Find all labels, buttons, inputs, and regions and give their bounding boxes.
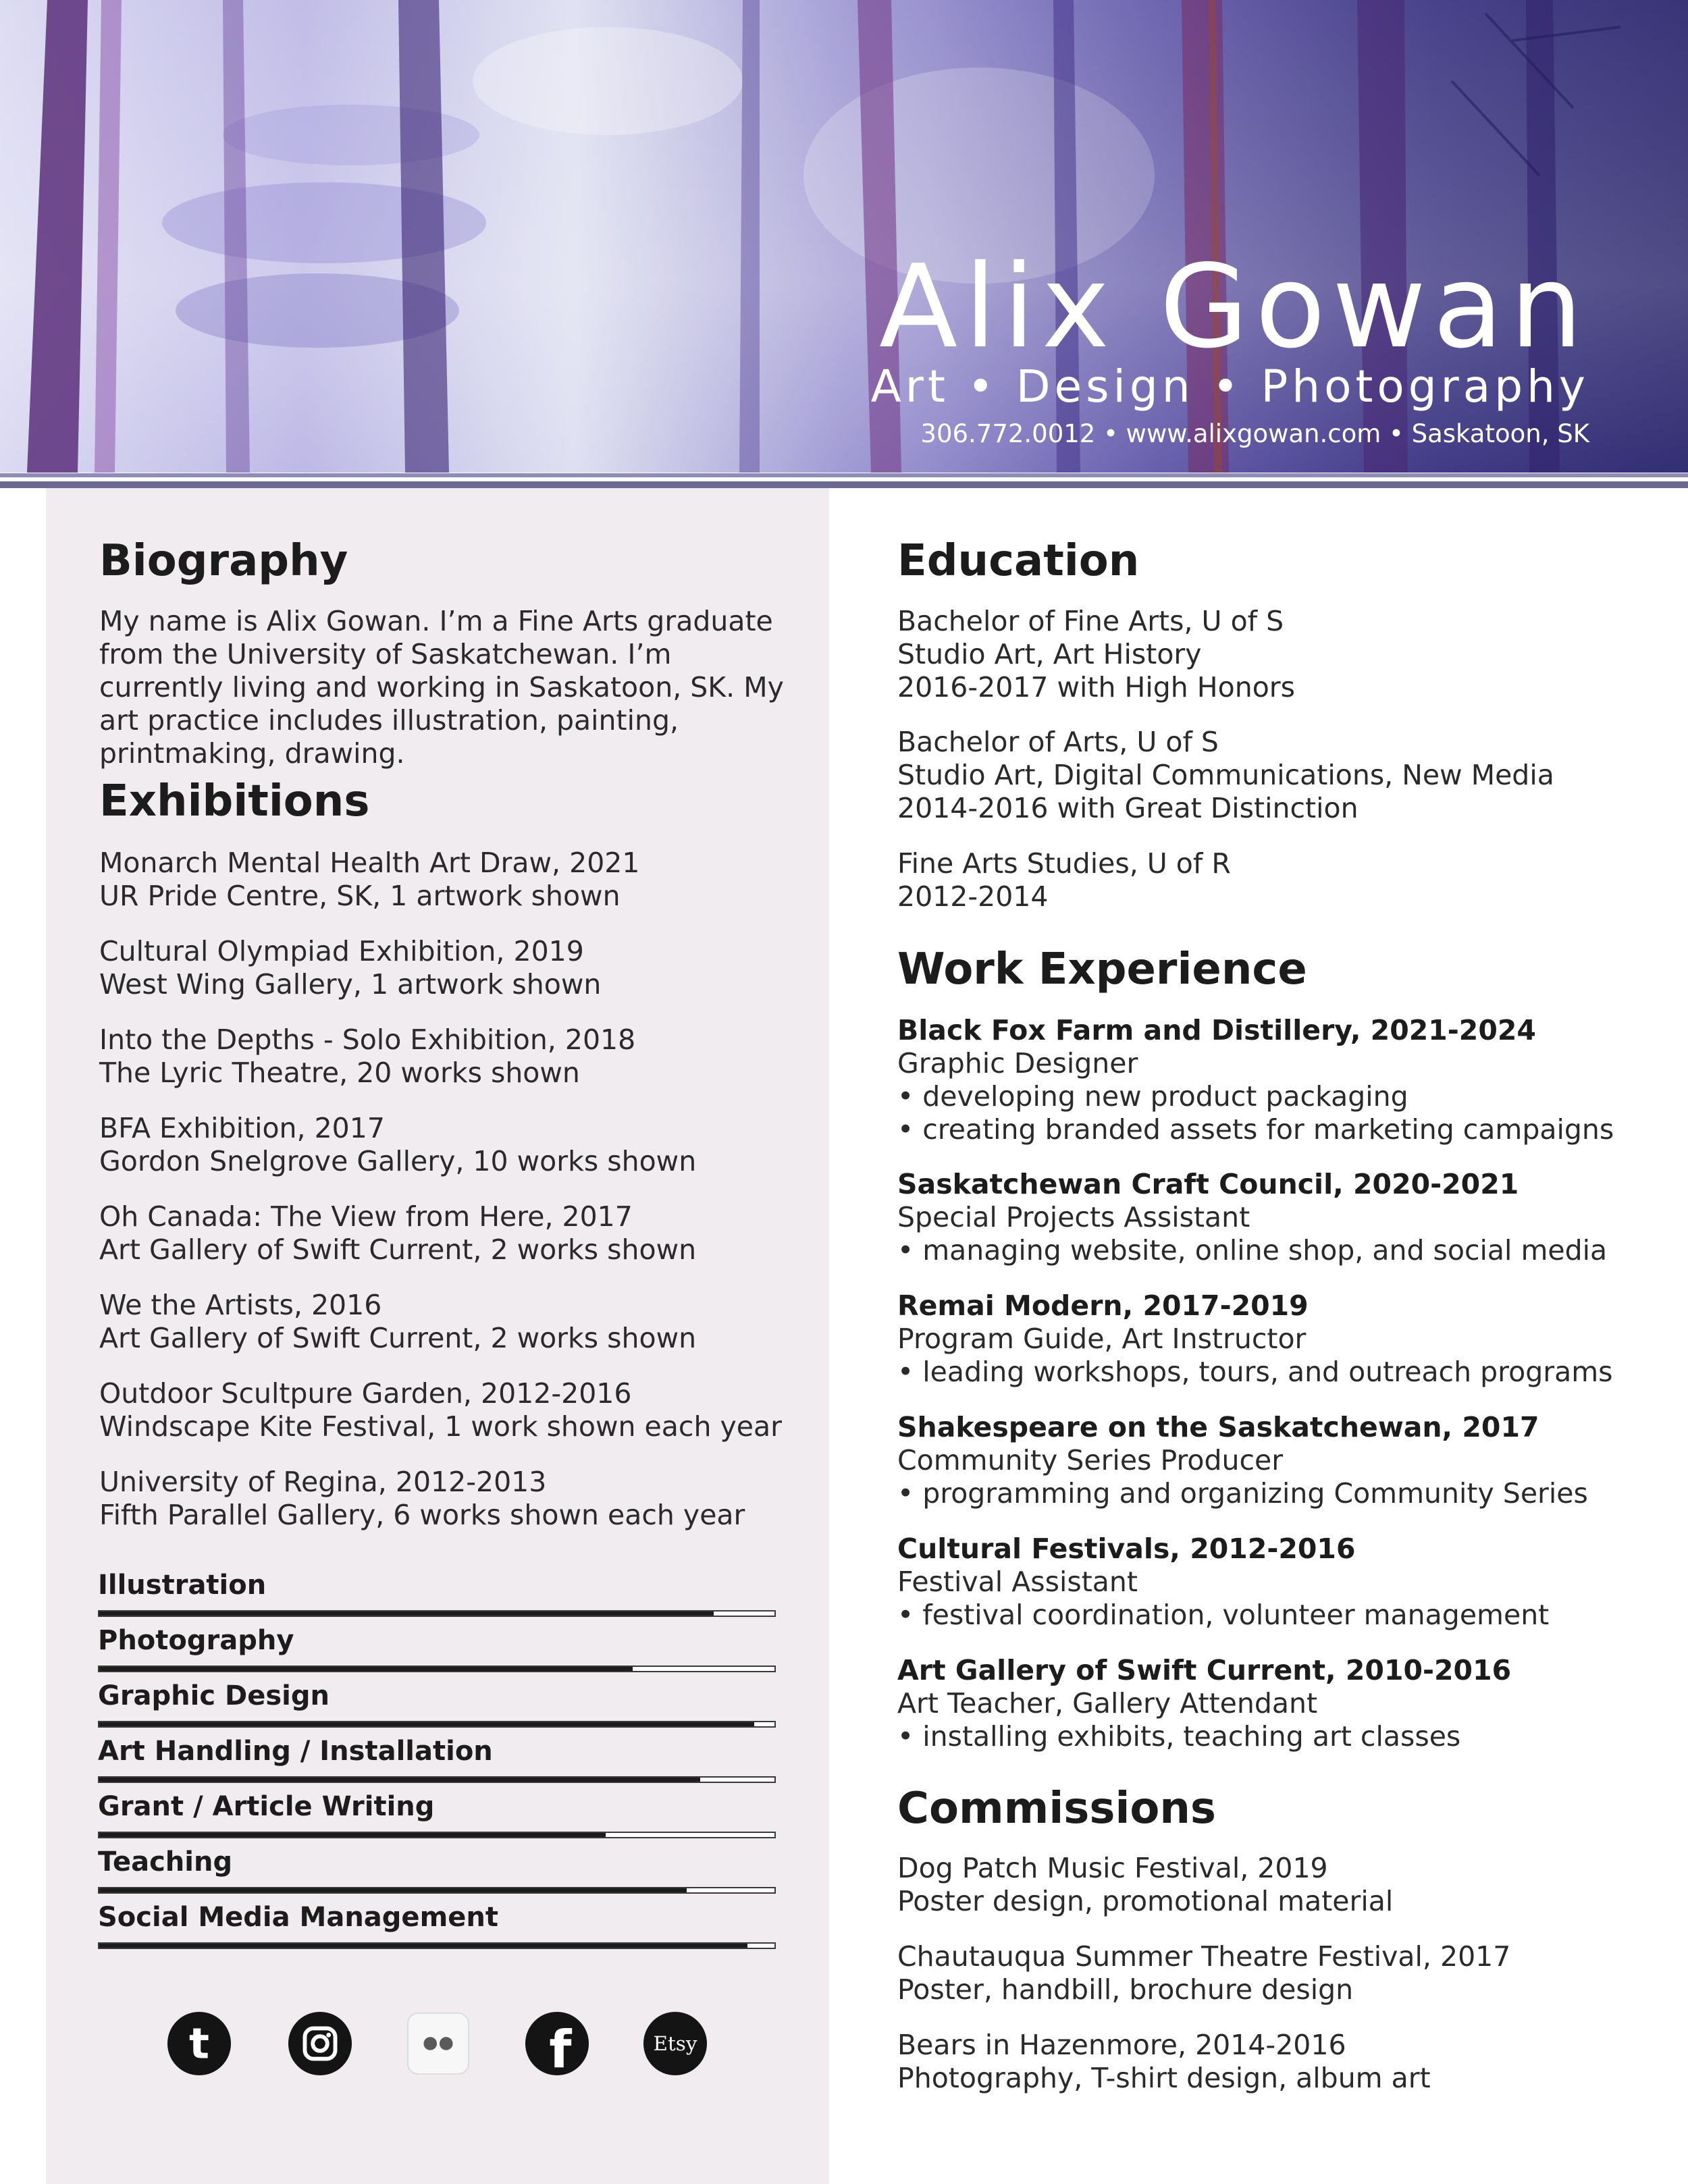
skill-bar <box>98 1832 776 1838</box>
work-item <box>897 1411 1588 1510</box>
work-role: Art Teacher, Gallery Attendant <box>897 1687 1318 1720</box>
commission-item <box>897 2029 1431 2095</box>
commission-detail: Poster, handbill, brochure design <box>897 1973 1354 2006</box>
education-heading: Education <box>897 536 1140 586</box>
education-item <box>897 847 1231 913</box>
biography-text: My name is Alix Gowan. I’m a Fine Arts graduate from the University of Saskatchewan. I’m currently living and working in Saskatoon, SK. My art practice includes illustration, painting, printmaking, drawing. <box>99 605 784 770</box>
work-experience-heading: Work Experience <box>897 944 1307 994</box>
commission-item <box>897 1852 1393 1918</box>
skill-social-media <box>98 1904 777 1931</box>
work-bullet: • festival coordination, volunteer management <box>897 1599 1550 1631</box>
education-line: 2016-2017 with High Honors <box>897 671 1295 703</box>
skill-bar <box>98 1942 776 1949</box>
exhibition-detail: West Wing Gallery, 1 artwork shown <box>99 968 602 1001</box>
commission-title: Dog Patch Music Festival, 2019 <box>897 1852 1328 1884</box>
skill-label: Social Media Management <box>98 1902 498 1933</box>
exhibitions-heading: Exhibitions <box>99 776 370 826</box>
skill-label: Grant / Article Writing <box>98 1791 435 1822</box>
flickr-icon[interactable] <box>405 2010 471 2077</box>
commission-title: Bears in Hazenmore, 2014-2016 <box>897 2029 1346 2061</box>
work-item <box>897 1014 1614 1146</box>
skill-illustration <box>98 1572 777 1599</box>
exhibition-title: Into the Depths - Solo Exhibition, 2018 <box>99 1023 636 1056</box>
skill-bar-fill <box>99 1722 754 1726</box>
work-item <box>897 1168 1607 1267</box>
exhibition-item <box>99 1112 696 1178</box>
skill-art-handling <box>98 1738 777 1765</box>
page-title: Alix Gowan <box>878 240 1589 374</box>
commission-detail: Poster design, promotional material <box>897 1885 1394 1917</box>
exhibition-detail: Art Gallery of Swift Current, 2 works shown <box>99 1322 697 1354</box>
commission-item <box>897 1940 1510 2006</box>
work-item <box>897 1654 1511 1753</box>
work-bullet: • leading workshops, tours, and outreach programs <box>897 1356 1613 1388</box>
exhibition-item <box>99 1200 696 1267</box>
exhibition-title: Outdoor Scultpure Garden, 2012-2016 <box>99 1377 632 1410</box>
exhibition-detail: UR Pride Centre, SK, 1 artwork shown <box>99 880 621 912</box>
commission-detail: Photography, T-shirt design, album art <box>897 2062 1431 2094</box>
exhibition-title: Monarch Mental Health Art Draw, 2021 <box>99 847 640 879</box>
etsy-glyph: Etsy <box>653 2031 697 2055</box>
work-org: Art Gallery of Swift Current, 2010-2016 <box>897 1654 1512 1686</box>
skill-label: Illustration <box>98 1570 267 1601</box>
education-line: Fine Arts Studies, U of R <box>897 847 1231 880</box>
work-bullet: • programming and organizing Community Series <box>897 1477 1588 1510</box>
exhibition-item <box>99 847 639 913</box>
facebook-icon[interactable] <box>524 2010 590 2077</box>
skill-grant-writing <box>98 1793 777 1820</box>
exhibition-item <box>99 935 601 1001</box>
work-role: Community Series Producer <box>897 1444 1284 1476</box>
work-bullet: • developing new product packaging <box>897 1080 1408 1113</box>
contact-info: 306.772.0012 • www.alixgowan.com • Saskatoon, SK <box>920 419 1589 448</box>
exhibition-title: Cultural Olympiad Exhibition, 2019 <box>99 935 584 967</box>
instagram-icon[interactable] <box>287 2010 353 2077</box>
etsy-icon[interactable] <box>642 2010 708 2077</box>
work-org: Remai Modern, 2017-2019 <box>897 1289 1309 1322</box>
work-bullet: • managing website, online shop, and social media <box>897 1234 1608 1267</box>
exhibition-item <box>99 1377 782 1443</box>
tumblr-icon[interactable] <box>166 2010 232 2077</box>
exhibition-title: We the Artists, 2016 <box>99 1289 382 1321</box>
skill-bar <box>98 1887 776 1894</box>
skill-teaching <box>98 1848 777 1875</box>
work-role: Festival Assistant <box>897 1566 1138 1598</box>
education-item <box>897 726 1554 825</box>
skill-bar <box>98 1666 776 1672</box>
exhibition-item <box>99 1289 696 1355</box>
work-role: Program Guide, Art Instructor <box>897 1323 1307 1355</box>
skill-bar <box>98 1776 776 1783</box>
education-line: Studio Art, Digital Communications, New Media <box>897 759 1554 791</box>
exhibition-title: BFA Exhibition, 2017 <box>99 1112 385 1144</box>
education-line: 2012-2014 <box>897 880 1049 913</box>
exhibition-item <box>99 1023 635 1090</box>
exhibition-detail: Gordon Snelgrove Gallery, 10 works shown <box>99 1145 697 1177</box>
biography-heading: Biography <box>99 536 348 586</box>
skill-bar <box>98 1721 776 1728</box>
skill-bar-fill <box>99 1778 700 1782</box>
header-banner <box>0 0 1688 473</box>
commissions-heading: Commissions <box>897 1784 1216 1834</box>
skill-graphic-design <box>98 1682 777 1709</box>
tumblr-glyph: t <box>189 2019 209 2069</box>
exhibition-title: Oh Canada: The View from Here, 2017 <box>99 1200 633 1233</box>
facebook-glyph: f <box>549 2020 572 2077</box>
exhibition-detail: Art Gallery of Swift Current, 2 works shown <box>99 1233 697 1266</box>
work-item <box>897 1533 1549 1632</box>
education-item <box>897 605 1295 704</box>
exhibition-detail: Fifth Parallel Gallery, 6 works shown each year <box>99 1499 745 1531</box>
skill-photography <box>98 1627 777 1654</box>
work-item <box>897 1289 1613 1389</box>
education-line: Bachelor of Fine Arts, U of S <box>897 605 1284 637</box>
commission-title: Chautauqua Summer Theatre Festival, 2017 <box>897 1940 1511 1973</box>
exhibition-detail: The Lyric Theatre, 20 works shown <box>99 1057 580 1089</box>
exhibition-detail: Windscape Kite Festival, 1 work shown each year <box>99 1410 782 1443</box>
skill-bar-fill <box>99 1833 606 1837</box>
education-line: Studio Art, Art History <box>897 638 1202 670</box>
tagline: Art • Design • Photography <box>870 361 1589 412</box>
skill-bar-fill <box>99 1612 714 1616</box>
education-line: Bachelor of Arts, U of S <box>897 726 1219 758</box>
work-role: Graphic Designer <box>897 1047 1138 1080</box>
work-role: Special Projects Assistant <box>897 1201 1250 1233</box>
work-org: Cultural Festivals, 2012-2016 <box>897 1533 1356 1565</box>
work-org: Shakespeare on the Saskatchewan, 2017 <box>897 1411 1539 1443</box>
skill-bar-fill <box>99 1667 633 1671</box>
skill-bar-fill <box>99 1888 687 1892</box>
skill-label: Photography <box>98 1625 294 1656</box>
skill-label: Teaching <box>98 1846 233 1877</box>
work-org: Saskatchewan Craft Council, 2020-2021 <box>897 1168 1519 1200</box>
skill-bar-fill <box>99 1944 747 1948</box>
header-divider <box>0 473 1688 477</box>
work-org: Black Fox Farm and Distillery, 2021-2024 <box>897 1014 1536 1046</box>
skill-bar <box>98 1610 776 1617</box>
work-bullet: • installing exhibits, teaching art classes <box>897 1720 1461 1753</box>
skill-label: Graphic Design <box>98 1680 329 1711</box>
exhibition-item <box>99 1466 745 1532</box>
education-line: 2014-2016 with Great Distinction <box>897 792 1359 824</box>
work-bullet: • creating branded assets for marketing campaigns <box>897 1113 1614 1146</box>
skill-label: Art Handling / Installation <box>98 1736 493 1767</box>
header-divider-dark <box>0 481 1688 488</box>
exhibition-title: University of Regina, 2012-2013 <box>99 1466 547 1498</box>
